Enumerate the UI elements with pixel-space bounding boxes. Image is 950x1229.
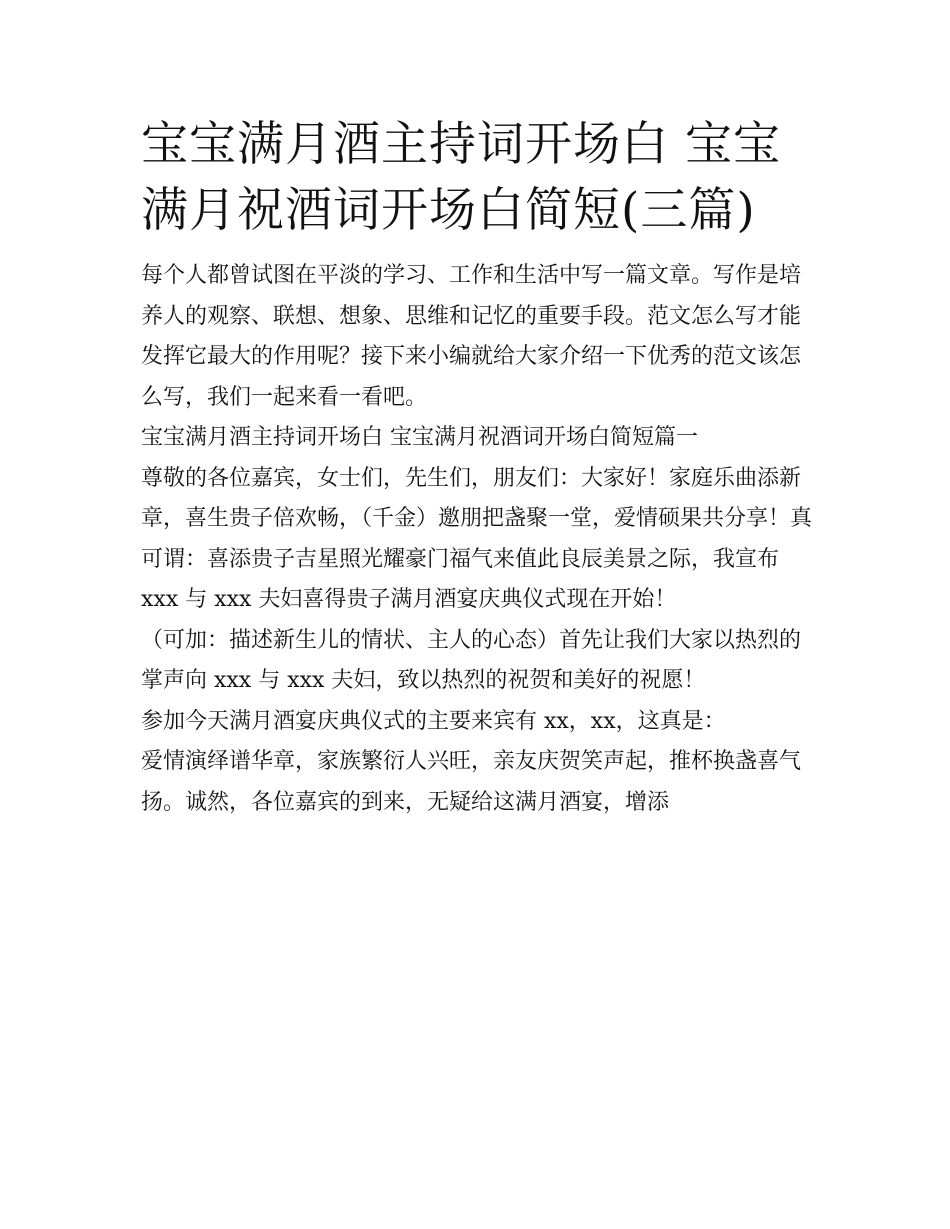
document-body: [141, 256, 817, 823]
document-title: 宝宝满月酒主持词开场白 宝宝满月祝酒词开场白简短(三篇): [141, 117, 781, 238]
paragraph-verse: 爱情演绎谱华章，家族繁衍人兴旺，亲友庆贺笑声起，推杯换盏喜气扬。诚然，各位嘉宾的到来，无疑给这满月酒宴，增添: [141, 749, 802, 815]
paragraph-applause: （可加：描述新生儿的情状、主人的心态）首先让我们大家以热烈的掌声向 xxx 与 xxx 夫妇，致以热烈的祝贺和美好的祝愿！: [141, 627, 802, 693]
paragraph-intro: 每个人都曾试图在平淡的学习、工作和生活中写一篇文章。写作是培养人的观察、联想、想象、思维和记忆的重要手段。范文怎么写才能发挥它最大的作用呢？接下来小编就给大家介绍一下优秀的范文该怎么写，我们一起来看一看吧。: [141, 263, 802, 410]
paragraph-opening: 尊敬的各位嘉宾，女士们，先生们，朋友们：大家好！家庭乐曲添新章，喜生贵子倍欢畅，（千金）邀朋把盏聚一堂，爱情硕果共分享！真可谓：喜添贵子吉星照光耀豪门福气来值此良辰美景之际，我宣布 xxx 与 xxx 夫妇喜得贵子满月酒宴庆典仪式现在开始！: [141, 465, 813, 612]
document-content: [141, 112, 817, 823]
section-heading-1: 宝宝满月酒主持词开场白 宝宝满月祝酒词开场白简短篇一: [141, 425, 698, 450]
paragraph-guests: 参加今天满月酒宴庆典仪式的主要来宾有 xx，xx，这真是：: [141, 708, 726, 734]
